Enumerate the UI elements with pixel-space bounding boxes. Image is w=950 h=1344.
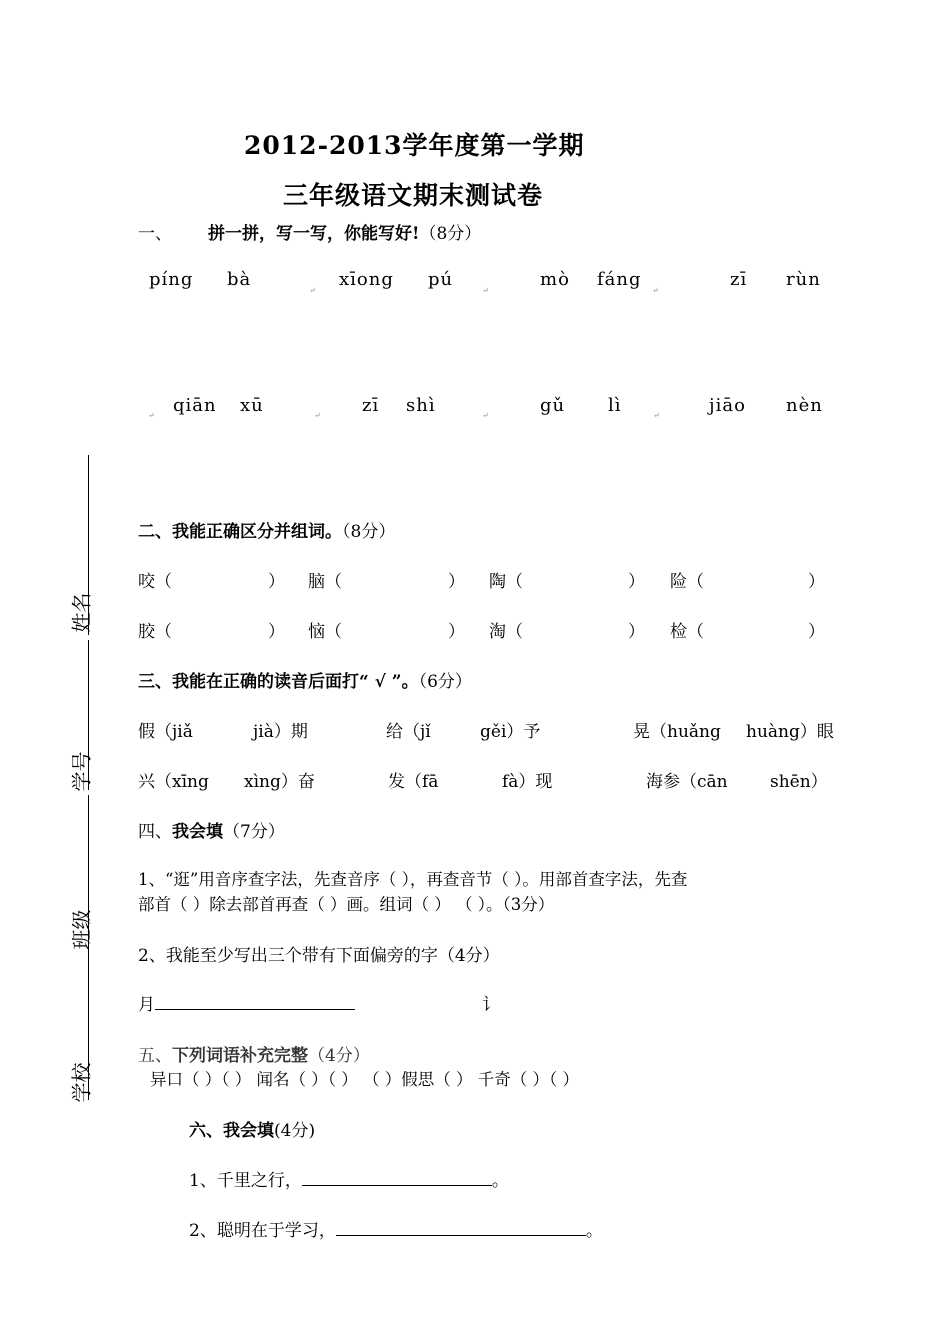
section4-q1-line1: 1、“逛”用音序查字法，先查音序（ ），再查音节（ ）。用部首查字法，先查: [138, 870, 688, 889]
cell-mark: ↵: [309, 286, 316, 295]
pinyin-1-1: píng: [149, 269, 194, 290]
section1-heading-num: 一、: [138, 224, 172, 244]
section4-q1-line2: 部首（ ）除去部首再查（ ）画。组词（ ） （ ）。（3分）: [138, 895, 555, 914]
reading-2-3a: 海参（cān: [646, 772, 728, 792]
radical-yue-line: [138, 990, 355, 1015]
reading-1-2a: 给（jǐ: [386, 722, 431, 742]
section4-heading: [138, 817, 285, 842]
word-2-4-close: ）: [808, 622, 825, 642]
pinyin-1-6: fáng: [597, 269, 642, 290]
reading-1-1b: jià）期: [253, 722, 308, 742]
section3-heading: [138, 667, 472, 692]
section4-heading-num: 四、: [138, 822, 172, 842]
section6-q2-text: 2、聪明在于学习，: [189, 1221, 336, 1241]
pinyin-2-4: shì: [406, 395, 436, 416]
reading-2-2a: 发（fā: [388, 772, 439, 792]
reading-1-3b: huàng）眼: [746, 722, 834, 742]
cell-mark: ↵: [652, 286, 659, 295]
pinyin-1-7: zī: [730, 269, 748, 290]
radical-yan: 讠: [482, 995, 499, 1015]
word-1-2: 脑（: [308, 572, 342, 592]
section6-q2-end: 。: [585, 1221, 603, 1241]
word-1-4-close: ）: [808, 572, 825, 592]
word-1-3: 陶（: [489, 572, 523, 592]
cell-mark: ↵: [314, 411, 321, 420]
pinyin-2-6: lì: [608, 395, 622, 416]
section3-score: （6分）: [418, 672, 472, 692]
word-1-3-close: ）: [628, 572, 645, 592]
section1-heading: [138, 219, 481, 244]
section6-score: (4分): [274, 1121, 316, 1141]
section5-line: 异口（ ）（ ） 闻名（ ）（ ） （ ）假思（ ） 千奇（ ）（ ）: [150, 1070, 579, 1089]
section3-heading-text: 三、我能在正确的读音后面打“ √ ”。: [138, 672, 419, 692]
pinyin-1-8: rùn: [786, 269, 821, 290]
section2-score: （8分）: [342, 522, 396, 542]
answer-line: [336, 1219, 586, 1236]
word-1-1-close: ）: [268, 572, 285, 592]
reading-2-3b: shēn）: [770, 772, 828, 792]
section5-heading: [138, 1041, 370, 1066]
pinyin-2-5: gǔ: [540, 395, 566, 416]
pinyin-2-1: qiān: [173, 395, 217, 416]
section6-q1: [189, 1166, 509, 1191]
word-2-1: 胶（: [138, 622, 172, 642]
pinyin-2-2: xū: [240, 395, 264, 416]
section4-score: （7分）: [223, 822, 285, 842]
reading-1-2b: gěi）予: [480, 722, 541, 742]
section1-heading-text: 拼一拼，写一写，你能写好!: [208, 224, 420, 244]
word-2-3-close: ）: [628, 622, 645, 642]
section5-score: （4分）: [308, 1046, 370, 1066]
section2-heading: [138, 517, 395, 542]
section6-heading: [189, 1116, 315, 1141]
word-2-2-close: ）: [448, 622, 465, 642]
word-2-3: 淘（: [489, 622, 523, 642]
sidebar-label-number: 学号: [69, 751, 94, 792]
pinyin-2-3: zī: [362, 395, 380, 416]
section6-q1-end: 。: [491, 1171, 509, 1191]
section6-q1-text: 1、千里之行，: [189, 1171, 302, 1191]
pinyin-1-3: xīong: [339, 269, 394, 290]
pinyin-2-7: jiāo: [709, 395, 746, 416]
section4-heading-text: 我会填: [172, 822, 223, 842]
cell-mark: ↵: [148, 411, 155, 420]
word-2-4: 检（: [670, 622, 704, 642]
section6-heading-text: 六、我会填: [189, 1121, 274, 1141]
section4-q2: 2、我能至少写出三个带有下面偏旁的字（4分）: [138, 946, 500, 966]
word-1-1: 咬（: [138, 572, 172, 592]
answer-line: [302, 1169, 492, 1186]
word-1-4: 险（: [670, 572, 704, 592]
reading-2-1a: 兴（xīng: [138, 772, 209, 792]
pinyin-1-5: mò: [540, 269, 570, 290]
pinyin-1-2: bà: [227, 269, 252, 290]
cell-mark: ↵: [653, 411, 660, 420]
sidebar-label-school: 学校: [69, 1062, 94, 1103]
section6-q2: [189, 1216, 603, 1241]
title-line-2: 三年级语文期末测试卷: [283, 181, 544, 210]
sidebar-label-name: 姓名: [69, 592, 94, 633]
reading-1-1a: 假（jiǎ: [138, 722, 193, 742]
answer-line: [155, 993, 355, 1010]
section5-heading-text: 下列词语补充完整: [172, 1046, 308, 1066]
reading-1-3a: 晃（huǎng: [633, 722, 721, 742]
sidebar-label-class: 班级: [69, 909, 94, 950]
cell-mark: ↵: [482, 411, 489, 420]
pinyin-1-4: pú: [428, 269, 454, 290]
word-1-2-close: ）: [448, 572, 465, 592]
word-2-2: 恼（: [308, 622, 342, 642]
title-line-1: 2012-2013学年度第一学期: [244, 131, 585, 160]
reading-2-1b: xìng）奋: [244, 772, 315, 792]
section1-score: （8分）: [419, 224, 482, 244]
section5-heading-num: 五、: [138, 1046, 172, 1066]
radical-yue: 月: [138, 995, 155, 1015]
cell-mark: ↵: [482, 286, 489, 295]
section2-heading-text: 二、我能正确区分并组词。: [138, 522, 342, 542]
pinyin-2-8: nèn: [786, 395, 823, 416]
word-2-1-close: ）: [268, 622, 285, 642]
reading-2-2b: fà）现: [502, 772, 553, 792]
